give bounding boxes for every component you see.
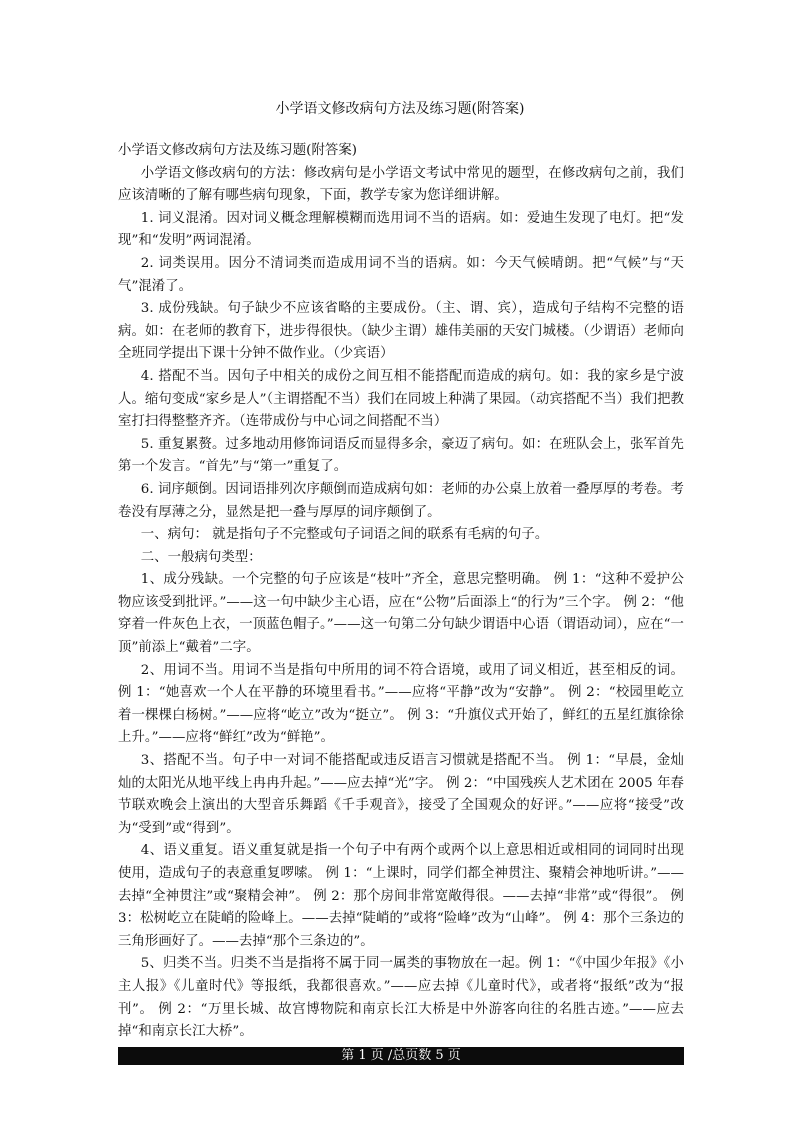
document-subtitle: 小学语文修改病句方法及练习题(附答案) bbox=[118, 143, 358, 158]
types-heading: 二、一般病句类型： bbox=[140, 549, 262, 565]
method-6-paragraph: 6. 词序颠倒。因词语排列次序颠倒而造成病句如：老师的办公桌上放着一叠厚厚的考卷。考卷没有厚薄之分，显然是把一叠与厚厚的词序颠倒了。 bbox=[118, 481, 684, 520]
method-4-paragraph: 4. 搭配不当。因句子中相关的成份之间互相不能搭配而造成的病句。如：我的家乡是宁波人。缩句变成“家乡是人”（主谓搭配不当）我们在同坡上种满了果园。（动宾搭配不当）我们把教室打扫得整整齐齐。（连带成份与中心词之间搭配不当） bbox=[118, 368, 684, 430]
page-title: 小学语文修改病句方法及练习题(附答案) bbox=[275, 101, 525, 117]
method-3-paragraph: 3. 成份残缺。句子缺少不应该省略的主要成份。（主、谓、宾），造成句子结构不完整的语病。如：在老师的教育下，进步得很快。（缺少主谓）雄伟美丽的天安门城楼。（少谓语）老师向全班同学提出下课十分钟不做作业。（少宾语） bbox=[118, 301, 684, 362]
page-footer-bar bbox=[118, 1047, 684, 1065]
method-1-paragraph: 1. 词义混淆。因对词义概念理解模糊而选用词不当的语病。如：爱迪生发现了电灯。把“发现”和“发明”两词混淆。 bbox=[118, 210, 684, 249]
page-number: 第 1 页 /总页数 5 页 bbox=[341, 1048, 461, 1063]
type-3-paragraph: 3、搭配不当。句子中一对词不能搭配或违反语言习惯就是搭配不当。 例 1：“早晨，金灿灿的太阳光从地平线上冉冉升起。”——应去掉“光”字。 例 2：“中国残疾人艺术团在 2005 年春节联欢晚会上演出的大型音乐舞蹈《千手观音》，接受了全国观众的好评。”——应将“接受”改为“受到”或“得到”。 bbox=[118, 753, 684, 836]
type-2-paragraph: 2、用词不当。用词不当是指句中所用的词不符合语境，或用了词义相近，甚至相反的词。 例 1：“她喜欢一个人在平静的环境里看书。”——应将“平静”改为“安静”。 例 2：“校园里屹立着一棵棵白杨树。”——应将“屹立”改为“挺立”。 例 3：“升旗仪式开始了，鲜红的五星红旗徐徐上升。”——应将“鲜红”改为“鲜艳”。 bbox=[118, 662, 684, 746]
method-5-paragraph: 5. 重复累赘。过多地动用修饰词语反而显得多余，豪迈了病句。如：在班队会上，张军首先第一个发言。“首先”与“第一”重复了。 bbox=[118, 436, 684, 475]
type-1-paragraph: 1、成分残缺。一个完整的句子应该是“枝叶”齐全，意思完整明确。 例 1：“这种不爱护公物应该受到批评。”——这一句中缺少主心语，应在“公物”后面添上“的行为”三个字。 例 2：“他穿着一件灰色上衣，一顶蓝色帽子。”——这一句第二分句缺少谓语中心语（谓语动词），应在“一顶”前添上“戴着”二字。 bbox=[118, 572, 684, 656]
type-5-paragraph: 5、归类不当。归类不当是指将不属于同一属类的事物放在一起。例 1：“《中国少年报》《小主人报》《儿童时代》等报纸，我都很喜欢。”——应去掉《儿童时代》，或者将“报纸”改为“报刊”。 例 2：“万里长城、故宫博物院和南京长江大桥是中外游客向往的名胜古迹。”——应去掉“和南京长江大桥”。 bbox=[118, 956, 684, 1040]
method-2-paragraph: 2. 词类误用。因分不清词类而造成用词不当的语病。如：今天气候晴朗。把“气候”与“天气”混淆了。 bbox=[118, 255, 684, 294]
intro-paragraph: 小学语文修改病句的方法：修改病句是小学语文考试中常见的题型，在修改病句之前，我们应该清晰的了解有哪些病句现象，下面，教学专家为您详细讲解。 bbox=[118, 165, 684, 204]
type-4-paragraph: 4、语义重复。语义重复就是指一个句子中有两个或两个以上意思相近或相同的词同时出现使用，造成句子的表意重复啰嗦。 例 1：“上课时，同学们都全神贯注、聚精会神地听讲。”——去掉“全神贯注”或“聚精会神”。 例 2：那个房间非常宽敞得很。——去掉“非常”或“得很”。 例 3：松树屹立在陡峭的险峰上。——去掉“陡峭的”或将“险峰”改为“山峰”。 例 4：那个三条边的三角形画好了。——去掉“那个三条边的”。 bbox=[118, 843, 684, 949]
definition-heading: 一、病句： 就是指句子不完整或句子词语之间的联系有毛病的句子。 bbox=[140, 527, 549, 543]
document-body bbox=[118, 140, 684, 1044]
